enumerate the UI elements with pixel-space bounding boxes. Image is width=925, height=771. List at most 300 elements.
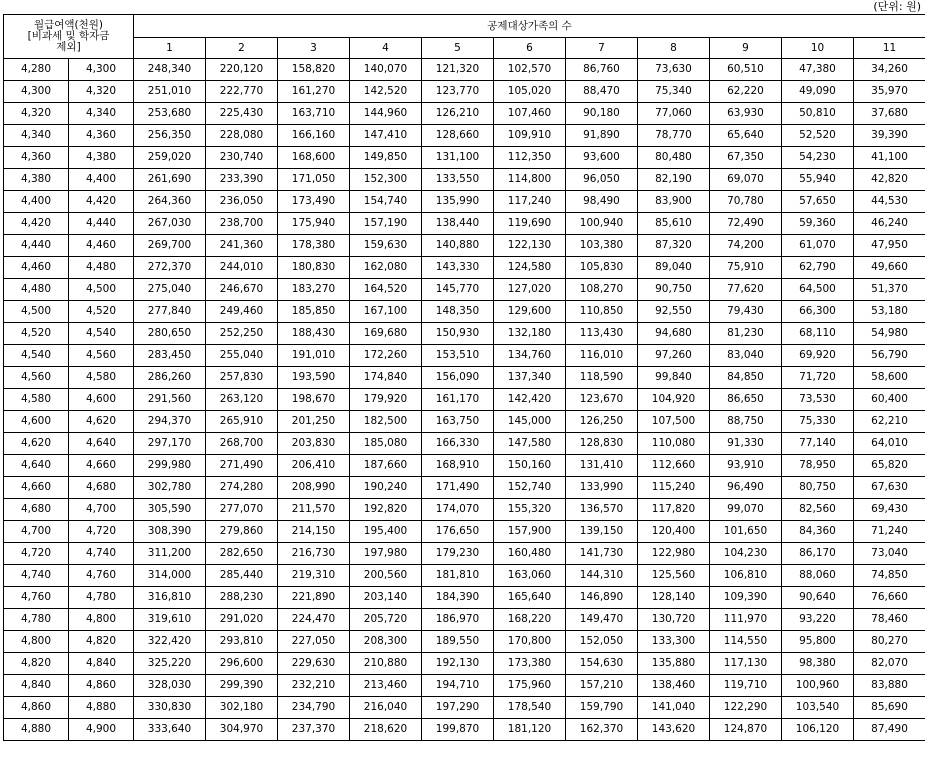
tax-amount-cell: 62,790 [782, 257, 854, 279]
tax-amount-cell: 126,250 [566, 411, 638, 433]
tax-amount-cell: 41,100 [854, 147, 925, 169]
salary-from-cell: 4,520 [4, 323, 69, 345]
tax-amount-cell: 74,850 [854, 565, 925, 587]
tax-amount-cell: 85,610 [638, 213, 710, 235]
tax-amount-cell: 83,040 [710, 345, 782, 367]
table-row [4, 653, 925, 675]
tax-amount-cell: 69,430 [854, 499, 925, 521]
salary-from-cell: 4,560 [4, 367, 69, 389]
tax-amount-cell: 124,870 [710, 719, 782, 741]
tax-amount-cell: 119,710 [710, 675, 782, 697]
tax-amount-cell: 282,650 [206, 543, 278, 565]
tax-amount-cell: 56,790 [854, 345, 925, 367]
dependent-count-header: 5 [422, 38, 494, 59]
tax-amount-cell: 131,100 [422, 147, 494, 169]
salary-from-cell: 4,280 [4, 59, 69, 81]
tax-amount-cell: 88,750 [710, 411, 782, 433]
table-row [4, 301, 925, 323]
tax-amount-cell: 144,960 [350, 103, 422, 125]
salary-from-cell: 4,780 [4, 609, 69, 631]
tax-amount-cell: 64,010 [854, 433, 925, 455]
salary-from-cell: 4,460 [4, 257, 69, 279]
tax-amount-cell: 122,290 [710, 697, 782, 719]
tax-amount-cell: 184,390 [422, 587, 494, 609]
salary-to-cell: 4,400 [69, 169, 134, 191]
tax-amount-cell: 107,500 [638, 411, 710, 433]
tax-amount-cell: 135,990 [422, 191, 494, 213]
tax-amount-cell: 80,480 [638, 147, 710, 169]
salary-to-cell: 4,320 [69, 81, 134, 103]
tax-amount-cell: 302,780 [134, 477, 206, 499]
salary-from-cell: 4,700 [4, 521, 69, 543]
salary-from-cell: 4,640 [4, 455, 69, 477]
tax-amount-cell: 112,350 [494, 147, 566, 169]
tax-amount-cell: 77,060 [638, 103, 710, 125]
salary-from-cell: 4,340 [4, 125, 69, 147]
tax-amount-cell: 90,180 [566, 103, 638, 125]
tax-amount-cell: 216,040 [350, 697, 422, 719]
tax-amount-cell: 65,820 [854, 455, 925, 477]
tax-amount-cell: 117,240 [494, 191, 566, 213]
tax-amount-cell: 62,210 [854, 411, 925, 433]
tax-amount-cell: 224,470 [278, 609, 350, 631]
tax-amount-cell: 80,270 [854, 631, 925, 653]
salary-to-cell: 4,820 [69, 631, 134, 653]
tax-amount-cell: 91,890 [566, 125, 638, 147]
tax-amount-cell: 35,970 [854, 81, 925, 103]
tax-amount-cell: 174,070 [422, 499, 494, 521]
tax-amount-cell: 236,050 [206, 191, 278, 213]
tax-amount-cell: 182,500 [350, 411, 422, 433]
tax-amount-cell: 78,950 [782, 455, 854, 477]
tax-amount-cell: 325,220 [134, 653, 206, 675]
table-row [4, 455, 925, 477]
tax-amount-cell: 106,810 [710, 565, 782, 587]
tax-amount-cell: 114,550 [710, 631, 782, 653]
tax-amount-cell: 271,490 [206, 455, 278, 477]
salary-from-cell: 4,660 [4, 477, 69, 499]
tax-amount-cell: 174,840 [350, 367, 422, 389]
tax-amount-cell: 114,800 [494, 169, 566, 191]
tax-amount-cell: 173,490 [278, 191, 350, 213]
tax-amount-cell: 103,380 [566, 235, 638, 257]
tax-amount-cell: 163,750 [422, 411, 494, 433]
tax-amount-cell: 192,130 [422, 653, 494, 675]
table-row [4, 103, 925, 125]
salary-from-cell: 4,500 [4, 301, 69, 323]
tax-amount-cell: 87,320 [638, 235, 710, 257]
tax-amount-cell: 76,660 [854, 587, 925, 609]
tax-amount-cell: 73,040 [854, 543, 925, 565]
tax-amount-cell: 203,830 [278, 433, 350, 455]
tax-amount-cell: 255,040 [206, 345, 278, 367]
tax-amount-cell: 263,120 [206, 389, 278, 411]
tax-amount-cell: 136,570 [566, 499, 638, 521]
tax-amount-cell: 74,200 [710, 235, 782, 257]
tax-amount-cell: 152,050 [566, 631, 638, 653]
tax-amount-cell: 110,850 [566, 301, 638, 323]
salary-to-cell: 4,860 [69, 675, 134, 697]
salary-to-cell: 4,700 [69, 499, 134, 521]
tax-amount-cell: 97,260 [638, 345, 710, 367]
tax-amount-cell: 167,100 [350, 301, 422, 323]
salary-from-cell: 4,720 [4, 543, 69, 565]
tax-amount-cell: 133,990 [566, 477, 638, 499]
dependent-count-header: 6 [494, 38, 566, 59]
tax-amount-cell: 139,150 [566, 521, 638, 543]
tax-amount-cell: 256,350 [134, 125, 206, 147]
dependent-count-header: 8 [638, 38, 710, 59]
tax-amount-cell: 171,050 [278, 169, 350, 191]
tax-amount-cell: 233,390 [206, 169, 278, 191]
tax-amount-cell: 50,810 [782, 103, 854, 125]
tax-amount-cell: 176,650 [422, 521, 494, 543]
tax-amount-cell: 83,900 [638, 191, 710, 213]
tax-amount-cell: 296,600 [206, 653, 278, 675]
withholding-tax-table [3, 14, 925, 741]
salary-from-cell: 4,420 [4, 213, 69, 235]
tax-amount-cell: 230,740 [206, 147, 278, 169]
tax-amount-cell: 83,880 [854, 675, 925, 697]
tax-amount-cell: 208,300 [350, 631, 422, 653]
tax-amount-cell: 54,980 [854, 323, 925, 345]
tax-amount-cell: 172,260 [350, 345, 422, 367]
tax-amount-cell: 199,870 [422, 719, 494, 741]
tax-amount-cell: 58,600 [854, 367, 925, 389]
table-row [4, 345, 925, 367]
tax-amount-cell: 100,960 [782, 675, 854, 697]
tax-amount-cell: 291,020 [206, 609, 278, 631]
tax-amount-cell: 154,740 [350, 191, 422, 213]
tax-amount-cell: 124,580 [494, 257, 566, 279]
tax-amount-cell: 293,810 [206, 631, 278, 653]
table-row [4, 433, 925, 455]
tax-amount-cell: 210,880 [350, 653, 422, 675]
tax-amount-cell: 175,940 [278, 213, 350, 235]
tax-amount-cell: 125,560 [638, 565, 710, 587]
tax-amount-cell: 153,510 [422, 345, 494, 367]
tax-amount-cell: 161,270 [278, 81, 350, 103]
tax-amount-cell: 112,660 [638, 455, 710, 477]
table-row [4, 279, 925, 301]
tax-amount-cell: 46,240 [854, 213, 925, 235]
tax-amount-cell: 130,720 [638, 609, 710, 631]
tax-amount-cell: 304,970 [206, 719, 278, 741]
tax-amount-cell: 279,860 [206, 521, 278, 543]
tax-amount-cell: 104,920 [638, 389, 710, 411]
tax-amount-cell: 178,540 [494, 697, 566, 719]
dependent-count-header: 9 [710, 38, 782, 59]
salary-from-cell: 4,540 [4, 345, 69, 367]
tax-amount-cell: 188,430 [278, 323, 350, 345]
dependent-count-header: 7 [566, 38, 638, 59]
tax-amount-cell: 87,490 [854, 719, 925, 741]
tax-amount-cell: 280,650 [134, 323, 206, 345]
tax-amount-cell: 137,340 [494, 367, 566, 389]
salary-from-cell: 4,800 [4, 631, 69, 653]
salary-from-cell: 4,740 [4, 565, 69, 587]
tax-amount-cell: 158,820 [278, 59, 350, 81]
tax-amount-cell: 214,150 [278, 521, 350, 543]
tax-amount-cell: 148,350 [422, 301, 494, 323]
tax-amount-cell: 84,850 [710, 367, 782, 389]
tax-amount-cell: 42,820 [854, 169, 925, 191]
table-row [4, 675, 925, 697]
salary-header-line2: [비과세 및 학자금 [27, 30, 110, 42]
tax-amount-cell: 285,440 [206, 565, 278, 587]
tax-amount-cell: 93,220 [782, 609, 854, 631]
table-row [4, 499, 925, 521]
tax-amount-cell: 116,010 [566, 345, 638, 367]
tax-amount-cell: 138,440 [422, 213, 494, 235]
salary-from-cell: 4,320 [4, 103, 69, 125]
salary-from-cell: 4,480 [4, 279, 69, 301]
table-row [4, 609, 925, 631]
tax-amount-cell: 150,160 [494, 455, 566, 477]
table-row [4, 411, 925, 433]
salary-to-cell: 4,600 [69, 389, 134, 411]
tax-amount-cell: 65,640 [710, 125, 782, 147]
tax-amount-cell: 75,330 [782, 411, 854, 433]
table-row [4, 367, 925, 389]
tax-amount-cell: 96,050 [566, 169, 638, 191]
tax-amount-cell: 291,560 [134, 389, 206, 411]
tax-amount-cell: 163,710 [278, 103, 350, 125]
tax-amount-cell: 166,160 [278, 125, 350, 147]
tax-amount-cell: 192,820 [350, 499, 422, 521]
tax-amount-cell: 328,030 [134, 675, 206, 697]
tax-amount-cell: 100,940 [566, 213, 638, 235]
tax-amount-cell: 86,760 [566, 59, 638, 81]
tax-amount-cell: 314,000 [134, 565, 206, 587]
tax-amount-cell: 152,300 [350, 169, 422, 191]
salary-to-cell: 4,740 [69, 543, 134, 565]
salary-to-cell: 4,340 [69, 103, 134, 125]
table-row [4, 213, 925, 235]
tax-amount-cell: 122,130 [494, 235, 566, 257]
tax-amount-cell: 213,460 [350, 675, 422, 697]
tax-amount-cell: 145,000 [494, 411, 566, 433]
tax-amount-cell: 168,600 [278, 147, 350, 169]
tax-amount-cell: 152,740 [494, 477, 566, 499]
tax-amount-cell: 237,370 [278, 719, 350, 741]
tax-amount-cell: 78,460 [854, 609, 925, 631]
tax-amount-cell: 82,560 [782, 499, 854, 521]
tax-amount-cell: 264,360 [134, 191, 206, 213]
tax-amount-cell: 141,040 [638, 697, 710, 719]
tax-amount-cell: 107,460 [494, 103, 566, 125]
tax-amount-cell: 99,840 [638, 367, 710, 389]
salary-from-cell: 4,600 [4, 411, 69, 433]
tax-amount-cell: 102,570 [494, 59, 566, 81]
tax-amount-cell: 297,170 [134, 433, 206, 455]
tax-amount-cell: 67,350 [710, 147, 782, 169]
salary-from-cell: 4,760 [4, 587, 69, 609]
salary-from-cell: 4,860 [4, 697, 69, 719]
salary-from-cell: 4,440 [4, 235, 69, 257]
tax-amount-cell: 126,210 [422, 103, 494, 125]
tax-amount-cell: 78,770 [638, 125, 710, 147]
salary-to-cell: 4,380 [69, 147, 134, 169]
tax-amount-cell: 122,980 [638, 543, 710, 565]
tax-amount-cell: 252,250 [206, 323, 278, 345]
tax-amount-cell: 95,800 [782, 631, 854, 653]
tax-amount-cell: 98,380 [782, 653, 854, 675]
salary-from-cell: 4,380 [4, 169, 69, 191]
tax-amount-cell: 257,830 [206, 367, 278, 389]
salary-from-cell: 4,580 [4, 389, 69, 411]
tax-amount-cell: 73,630 [638, 59, 710, 81]
tax-amount-cell: 88,470 [566, 81, 638, 103]
tax-amount-cell: 53,180 [854, 301, 925, 323]
tax-amount-cell: 113,430 [566, 323, 638, 345]
salary-from-cell: 4,300 [4, 81, 69, 103]
tax-amount-cell: 98,490 [566, 191, 638, 213]
tax-amount-cell: 57,650 [782, 191, 854, 213]
tax-amount-cell: 195,400 [350, 521, 422, 543]
tax-amount-cell: 157,190 [350, 213, 422, 235]
tax-amount-cell: 288,230 [206, 587, 278, 609]
tax-amount-cell: 141,730 [566, 543, 638, 565]
tax-amount-cell: 302,180 [206, 697, 278, 719]
tax-amount-cell: 206,410 [278, 455, 350, 477]
tax-amount-cell: 70,780 [710, 191, 782, 213]
tax-amount-cell: 168,220 [494, 609, 566, 631]
tax-amount-cell: 157,210 [566, 675, 638, 697]
tax-amount-cell: 299,390 [206, 675, 278, 697]
table-row [4, 323, 925, 345]
tax-amount-cell: 39,390 [854, 125, 925, 147]
tax-amount-cell: 156,090 [422, 367, 494, 389]
tax-amount-cell: 179,230 [422, 543, 494, 565]
tax-amount-cell: 51,370 [854, 279, 925, 301]
tax-amount-cell: 71,240 [854, 521, 925, 543]
tax-amount-cell: 133,300 [638, 631, 710, 653]
tax-amount-cell: 109,910 [494, 125, 566, 147]
tax-amount-cell: 103,540 [782, 697, 854, 719]
tax-amount-cell: 86,170 [782, 543, 854, 565]
salary-from-cell: 4,840 [4, 675, 69, 697]
tax-amount-cell: 201,250 [278, 411, 350, 433]
tax-amount-cell: 205,720 [350, 609, 422, 631]
salary-to-cell: 4,420 [69, 191, 134, 213]
salary-from-cell: 4,680 [4, 499, 69, 521]
tax-amount-cell: 90,750 [638, 279, 710, 301]
tax-amount-cell: 155,320 [494, 499, 566, 521]
table-row [4, 631, 925, 653]
salary-to-cell: 4,780 [69, 587, 134, 609]
tax-amount-cell: 90,640 [782, 587, 854, 609]
tax-amount-cell: 108,270 [566, 279, 638, 301]
tax-amount-cell: 60,400 [854, 389, 925, 411]
table-row [4, 81, 925, 103]
tax-amount-cell: 121,320 [422, 59, 494, 81]
table-row [4, 521, 925, 543]
tax-amount-cell: 131,410 [566, 455, 638, 477]
tax-amount-cell: 149,850 [350, 147, 422, 169]
tax-amount-cell: 170,800 [494, 631, 566, 653]
tax-amount-cell: 277,840 [134, 301, 206, 323]
tax-amount-cell: 274,280 [206, 477, 278, 499]
tax-amount-cell: 161,170 [422, 389, 494, 411]
tax-amount-cell: 71,720 [782, 367, 854, 389]
tax-amount-cell: 66,300 [782, 301, 854, 323]
tax-amount-cell: 61,070 [782, 235, 854, 257]
tax-amount-cell: 82,070 [854, 653, 925, 675]
dependent-count-header: 10 [782, 38, 854, 59]
salary-to-cell: 4,640 [69, 433, 134, 455]
tax-amount-cell: 143,620 [638, 719, 710, 741]
tax-amount-cell: 138,460 [638, 675, 710, 697]
tax-amount-cell: 181,810 [422, 565, 494, 587]
tax-amount-cell: 232,210 [278, 675, 350, 697]
table-row [4, 169, 925, 191]
table-row [4, 565, 925, 587]
salary-to-cell: 4,500 [69, 279, 134, 301]
tax-amount-cell: 165,640 [494, 587, 566, 609]
tax-amount-cell: 111,970 [710, 609, 782, 631]
tax-amount-cell: 259,020 [134, 147, 206, 169]
tax-amount-cell: 178,380 [278, 235, 350, 257]
tax-amount-cell: 308,390 [134, 521, 206, 543]
tax-amount-cell: 37,680 [854, 103, 925, 125]
tax-amount-cell: 147,410 [350, 125, 422, 147]
tax-amount-cell: 163,060 [494, 565, 566, 587]
tax-amount-cell: 128,830 [566, 433, 638, 455]
tax-amount-cell: 94,680 [638, 323, 710, 345]
dependent-count-header: 2 [206, 38, 278, 59]
tax-amount-cell: 253,680 [134, 103, 206, 125]
tax-amount-cell: 186,970 [422, 609, 494, 631]
tax-amount-cell: 54,230 [782, 147, 854, 169]
header-row-main [4, 15, 925, 38]
tax-amount-cell: 104,230 [710, 543, 782, 565]
tax-amount-cell: 227,050 [278, 631, 350, 653]
tax-amount-cell: 47,380 [782, 59, 854, 81]
dependent-count-header: 4 [350, 38, 422, 59]
tax-amount-cell: 183,270 [278, 279, 350, 301]
tax-amount-cell: 105,830 [566, 257, 638, 279]
tax-amount-cell: 322,420 [134, 631, 206, 653]
tax-amount-cell: 81,230 [710, 323, 782, 345]
tax-amount-cell: 185,850 [278, 301, 350, 323]
tax-amount-cell: 219,310 [278, 565, 350, 587]
tax-amount-cell: 154,630 [566, 653, 638, 675]
tax-amount-cell: 220,120 [206, 59, 278, 81]
tax-amount-cell: 181,120 [494, 719, 566, 741]
salary-to-cell: 4,800 [69, 609, 134, 631]
salary-header-line1: 월급여액(천원) [33, 19, 104, 31]
tax-amount-cell: 185,080 [350, 433, 422, 455]
tax-amount-cell: 120,400 [638, 521, 710, 543]
tax-amount-cell: 168,910 [422, 455, 494, 477]
dependents-count-header: 공제대상가족의 수 [134, 15, 925, 38]
salary-from-cell: 4,360 [4, 147, 69, 169]
tax-amount-cell: 64,500 [782, 279, 854, 301]
tax-amount-cell: 133,550 [422, 169, 494, 191]
tax-amount-cell: 193,590 [278, 367, 350, 389]
tax-amount-cell: 162,370 [566, 719, 638, 741]
tax-amount-cell: 88,060 [782, 565, 854, 587]
salary-to-cell: 4,540 [69, 323, 134, 345]
tax-amount-cell: 55,940 [782, 169, 854, 191]
tax-amount-cell: 234,790 [278, 697, 350, 719]
tax-amount-cell: 69,920 [782, 345, 854, 367]
tax-amount-cell: 63,930 [710, 103, 782, 125]
tax-amount-cell: 150,930 [422, 323, 494, 345]
tax-amount-cell: 246,670 [206, 279, 278, 301]
tax-amount-cell: 101,650 [710, 521, 782, 543]
